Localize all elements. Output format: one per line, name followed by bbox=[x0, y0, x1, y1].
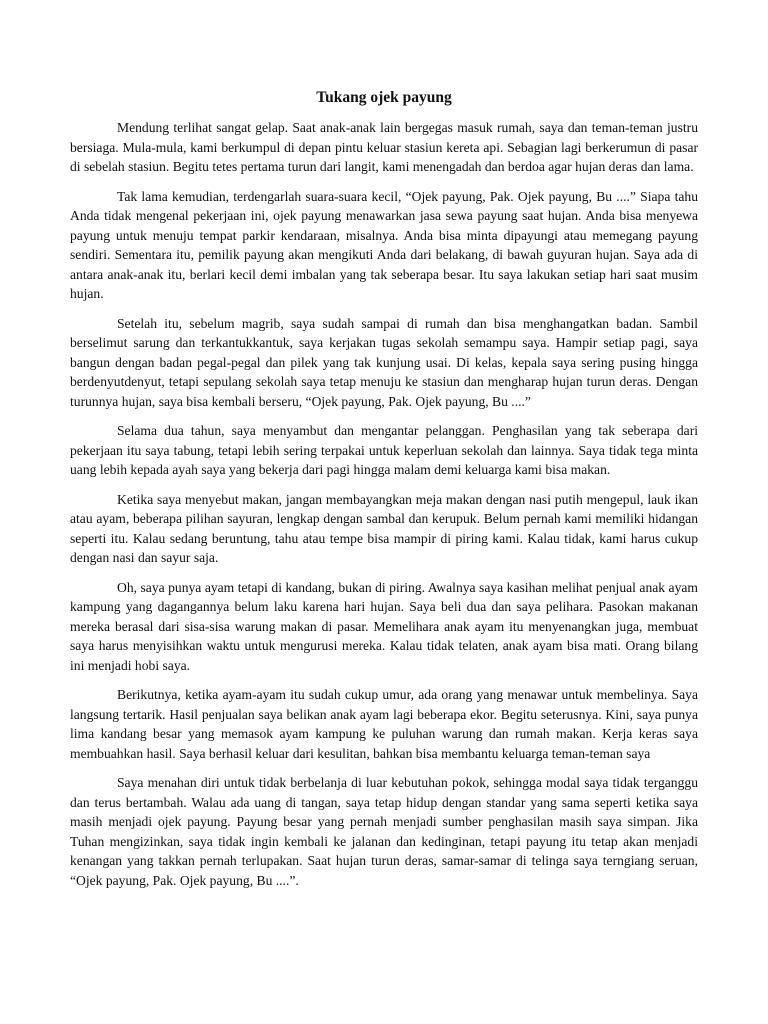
paragraph-5: Ketika saya menyebut makan, jangan membayangkan meja makan dengan nasi putih mengepul, lauk ikan atau ayam, beberapa pilihan sayuran, lengkap dengan sambal dan kerupuk. Belum pernah kami memiliki hidangan seperti itu. Kalau sedang beruntung, tahu atau tempe bisa mampir di piring kami. Kalau tidak, kami harus cukup dengan nasi dan sayur saja. bbox=[70, 491, 698, 565]
paragraph-8: Saya menahan diri untuk tidak berbelanja di luar kebutuhan pokok, sehingga modal saya tidak terganggu dan terus bertambah. Walau ada uang di tangan, saya tetap hidup dengan standar yang sama seperti ketika saya masih menjadi ojek payung. Payung besar yang pernah menjadi sumber penghasilan masih saya simpan. Jika Tuhan mengizinkan, saya tidak ingin kembali ke jalanan dan kedinginan, tetapi payung itu tetap akan menjadi kenangan yang takkan pernah terlupakan. Saat hujan turun deras, samar-samar di telinga saya terngiang seruan, “Ojek payung, Pak. Ojek payung, Bu ....”. bbox=[70, 775, 698, 888]
paragraph-7: Berikutnya, ketika ayam-ayam itu sudah cukup umur, ada orang yang menawar untuk membelinya. Saya langsung tertarik. Hasil penjualan saya belikan anak ayam lagi beberapa ekor. Begitu seterusnya. Kini, saya punya lima kandang besar yang memasok ayam kampung ke puluhan warung dan rumah makan. Kerja keras saya membuahkan hasil. Saya berhasil keluar dari kesulitan, bahkan bisa membantu keluarga teman-teman saya bbox=[70, 687, 698, 761]
page-title: Tukang ojek payung bbox=[316, 89, 452, 106]
paragraph-4: Selama dua tahun, saya menyambut dan mengantar pelanggan. Penghasilan yang tak seberapa dari pekerjaan itu saya tabung, tetapi lebih sering terpakai untuk keperluan sekolah dan lainnya. Saya tidak tega minta uang lebih kepada ayah saya yang bekerja dari pagi hingga malam demi keluarga kami bisa makan. bbox=[70, 423, 698, 477]
paragraph-3: Setelah itu, sebelum magrib, saya sudah sampai di rumah dan bisa menghangatkan badan. Sambil berselimut sarung dan terkantukkantuk, saya kerjakan tugas sekolah semampu saya. Hampir setiap pagi, saya bangun dengan badan pegal-pegal dan pilek yang tak kunjung usai. Di kelas, kepala saya sering pusing hingga berdenyutdenyut, tetapi sepulang sekolah saya tetap menuju ke stasiun dan mengharap hujan turun deras. Dengan turunnya hujan, saya bisa kembali berseru, “Ojek payung, Pak. Ojek payung, Bu ....” bbox=[70, 315, 698, 409]
paragraph-2: Tak lama kemudian, terdengarlah suara-suara kecil, “Ojek payung, Pak. Ojek payung, Bu ....” Siapa tahu Anda tidak mengenal pekerjaan ini, ojek payung menawarkan jasa sewa payung saat hujan. Anda bisa menyewa payung untuk menuju tempat parkir kendaraan, misalnya. Anda bisa minta dipayungi atau memegang payung sendiri. Sementara itu, pemilik payung akan mengikuti Anda dari belakang, di bawah guyuran hujan. Saya ada di antara anak-anak itu, berlari kecil demi imbalan yang tak seberapa besar. Itu saya lakukan setiap hari saat musim hujan. bbox=[70, 188, 698, 301]
document-page bbox=[70, 88, 698, 900]
paragraph-1: Mendung terlihat sangat gelap. Saat anak-anak lain bergegas masuk rumah, saya dan teman-teman justru bersiaga. Mula-mula, kami berkumpul di depan pintu keluar stasiun kereta api. Sebagian lagi berkerumun di pasar di sebelah stasiun. Begitu tetes pertama turun dari langit, kami menengadah dan berdoa agar hujan deras dan lama. bbox=[70, 120, 698, 174]
paragraph-6: Oh, saya punya ayam tetapi di kandang, bukan di piring. Awalnya saya kasihan melihat penjual anak ayam kampung yang dagangannya belum laku karena hari hujan. Saya beli dua dan saya pelihara. Pasokan makanan mereka berasal dari sisa-sisa warung makan di pasar. Memelihara anak ayam itu menyenangkan juga, membuat saya harus menyisihkan waktu untuk mengurusi mereka. Kalau tidak telaten, anak ayam bisa mati. Orang bilang ini menjadi hobi saya. bbox=[70, 579, 698, 673]
